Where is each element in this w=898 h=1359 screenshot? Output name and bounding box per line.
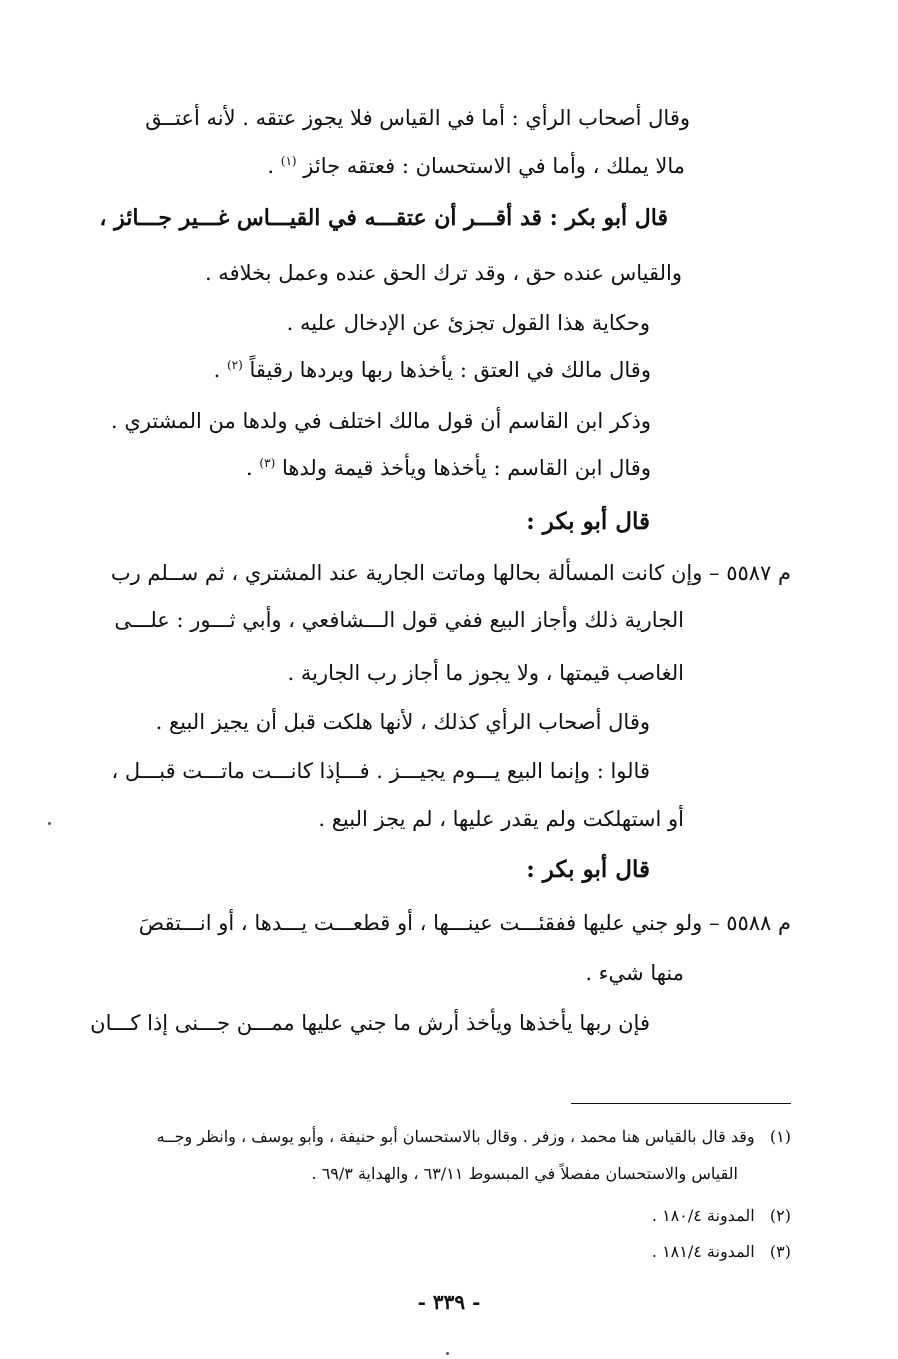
footnote-ref-2: (٢): [226, 358, 243, 372]
footnote-2: (٢) المدونة ١٨٠/٤ .: [651, 1206, 791, 1225]
text-line-1: وقال أصحاب الرأي : أما في القياس فلا يجوز عتقه . لأنه أعتــق: [145, 106, 690, 130]
page-number: - ٣٣٩ -: [417, 1290, 481, 1314]
text-line-14: أو استهلكت ولم يقدر عليها ، لم يجز البيع .: [318, 807, 684, 831]
footnote-1-line-1: (١) وقد قال بالقياس هنا محمد ، وزفر . وقال بالاستحسان أبو حنيفة ، وأبو يوسف ، وانظر وجــه: [156, 1127, 791, 1146]
footnote-1-line-2: القياس والاستحسان مفصلاً في المبسوط ٦٣/١١ ، والهداية ٦٩/٣ .: [311, 1164, 738, 1183]
text-line-8: وقال ابن القاسم : يأخذها ويأخذ قيمة ولدها $^{(٣)}$ .: [246, 456, 651, 480]
text-line-17: فإن ربها يأخذها ويأخذ أرش ما جني عليها ممـــن جـــنى إذا كـــان: [90, 1011, 650, 1035]
text-line-16: منها شيء .: [585, 961, 684, 985]
section-heading-1: قال أبو بكر :: [526, 508, 650, 535]
scan-speck: [446, 1352, 449, 1355]
text-line-13: قالوا : وإنما البيع يـــوم يجيـــز . فـــإذا كانـــت ماتـــت قبـــل ،: [111, 759, 650, 783]
footnote-ref-1: (١): [280, 154, 297, 168]
footnote-ref-3: (٣): [259, 456, 276, 470]
text-line-5: وحكاية هذا القول تجزئ عن الإدخال عليه .: [286, 311, 650, 335]
text-line-3: قال أبو بكر : قد أقـــر أن عتقـــه في القيـــاس غـــير جـــائز ،: [99, 205, 668, 231]
text-line-12: وقال أصحاب الرأي كذلك ، لأنها هلكت قبل أن يجيز البيع .: [155, 710, 650, 734]
footnote-marker-1: (١): [769, 1127, 791, 1146]
scan-speck: [48, 822, 51, 825]
text-line-11: الغاصب قيمتها ، ولا يجوز ما أجاز رب الجارية .: [287, 661, 684, 685]
text-line-2: مالا يملك ، وأما في الاستحسان : فعتقه جائز $^{(١)}$ .: [267, 154, 685, 178]
footnote-3: (٣) المدونة ١٨١/٤ .: [651, 1242, 791, 1261]
text-line-7: وذكر ابن القاسم أن قول مالك اختلف في ولدها من المشتري .: [111, 409, 651, 433]
text-line-9: م ٥٥٨٧ – وإن كانت المسألة بحالها وماتت الجارية عند المشتري ، ثم ســلم رب: [110, 561, 791, 585]
text-line-15: م ٥٥٨٨ – ولو جني عليها ففقئـــت عينـــها ، أو قطعـــت يـــدها ، أو انـــتقصَ: [138, 911, 791, 935]
footnote-separator: [571, 1103, 791, 1104]
text-line-10: الجارية ذلك وأجاز البيع ففي قول الـــشافعي ، وأبي ثـــور : علـــى: [114, 608, 684, 632]
footnote-marker-3: (٣): [769, 1242, 791, 1261]
text-line-6: وقال مالك في العتق : يأخذها ربها ويردها رقيقاً $^{(٢)}$ .: [213, 358, 651, 382]
section-heading-2: قال أبو بكر :: [526, 856, 650, 883]
text-line-4: والقياس عنده حق ، وقد ترك الحق عنده وعمل بخلافه .: [204, 261, 682, 285]
footnote-marker-2: (٢): [769, 1206, 791, 1225]
